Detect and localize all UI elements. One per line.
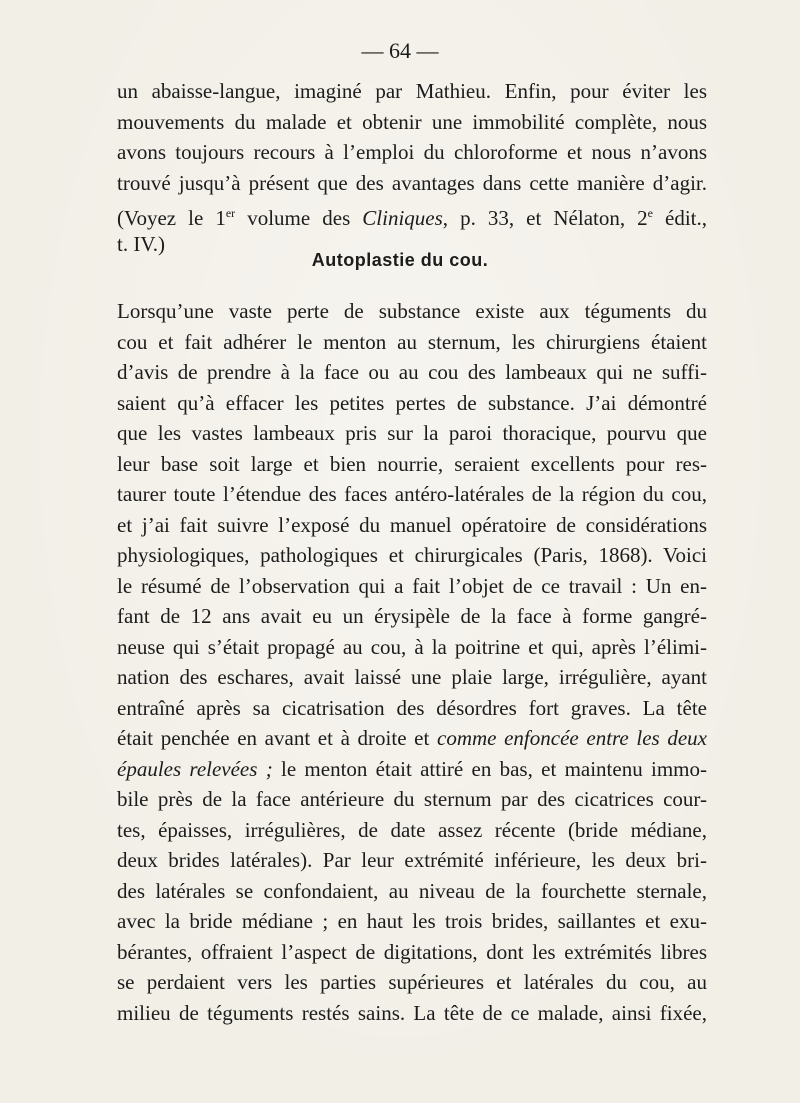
text-line: saient qu’à effacer les petites pertes de substance. J’ai démontré xyxy=(117,390,707,415)
text-line: le résumé de l’observation qui a fait l’objet de ce travail : Un en- xyxy=(117,573,707,598)
text-line: et j’ai fait suivre l’exposé du manuel opératoire de considérations xyxy=(117,512,707,537)
text-line: se perdaient vers les parties supérieures et latérales du cou, au xyxy=(117,970,707,994)
text-line: taurer toute l’étendue des faces antéro-latérales de la région du cou, xyxy=(117,482,707,506)
italic-phrase: épaules relevées ; xyxy=(117,756,273,781)
citation-end-line: t. IV.) xyxy=(117,231,166,256)
page-number: — 64 — xyxy=(361,38,439,63)
text-line: bile près de la face antérieure du sternum par des cicatrices cour- xyxy=(117,787,707,811)
citation-italic: Cliniques xyxy=(362,206,443,230)
text-line: bérantes, offraient l’aspect de digitations, dont les extrémités libres xyxy=(117,939,707,964)
paragraph-intro xyxy=(117,76,707,259)
text-line: que les vastes lambeaux pris sur la paroi thoracique, pourvu que xyxy=(117,421,707,445)
citation-part: volume des xyxy=(235,206,363,230)
text-line-italic xyxy=(117,754,707,785)
text-line: tes, épaisses, irrégulières, de date assez récente (bride médiane, xyxy=(117,817,707,842)
text-line-italic xyxy=(117,723,707,754)
text-line: d’avis de prendre à la face ou au cou des lambeaux qui ne suffi- xyxy=(117,360,707,384)
paragraph-main xyxy=(117,296,707,1028)
citation-line xyxy=(117,198,707,229)
text-line: avec la bride médiane ; en haut les trois brides, saillantes et exu- xyxy=(117,909,707,933)
citation-superscript: e xyxy=(647,206,653,220)
text-line: milieu de téguments restés sains. La tête de ce malade, ainsi fixée, xyxy=(117,1000,707,1025)
text-part: était penchée en avant et à droite et xyxy=(117,726,437,750)
text-part: le menton était attiré en bas, et maintenu immo- xyxy=(272,756,707,781)
italic-phrase: comme enfoncée entre les deux xyxy=(437,726,708,750)
text-line: trouvé jusqu’à présent que des avantages dans cette manière d’agir. xyxy=(117,170,707,195)
citation-part: (Voyez le 1 xyxy=(117,206,226,230)
text-line: deux brides latérales). Par leur extrémité inférieure, les deux bri- xyxy=(117,848,707,872)
text-line: Lorsqu’une vaste perte de substance existe aux téguments du xyxy=(117,299,707,323)
text-line: fant de 12 ans avait eu un érysipèle de la face à forme gangré- xyxy=(117,604,707,628)
citation-part: , p. 33, et Nélaton, 2 xyxy=(442,206,648,230)
text-line: cou et fait adhérer le menton au sternum, les chirurgiens étaient xyxy=(117,329,707,354)
text-line: un abaisse-langue, imaginé par Mathieu. Enfin, pour éviter les xyxy=(117,79,707,103)
section-heading: Autoplastie du cou. xyxy=(311,250,489,270)
text-line: neuse qui s’était propagé au cou, à la poitrine et qui, après l’élimi- xyxy=(117,634,707,659)
text-line: nation des eschares, avait laissé une plaie large, irrégulière, ayant xyxy=(117,665,707,689)
text-line: entraîné après sa cicatrisation des désordres fort graves. La tête xyxy=(117,695,707,720)
citation-part: édit., xyxy=(652,206,707,230)
text-line: physiologiques, pathologiques et chirurgicales (Paris, 1868). Voici xyxy=(117,543,707,567)
text-line: mouvements du malade et obtenir une immobilité complète, nous xyxy=(117,109,707,134)
citation-superscript: er xyxy=(225,206,236,220)
text-line: des latérales se confondaient, au niveau de la fourchette sternale, xyxy=(117,878,707,903)
text-line: avons toujours recours à l’emploi du chloroforme et nous n’avons xyxy=(117,140,707,164)
text-line: leur base soit large et bien nourrie, seraient excellents pour res- xyxy=(117,451,707,476)
